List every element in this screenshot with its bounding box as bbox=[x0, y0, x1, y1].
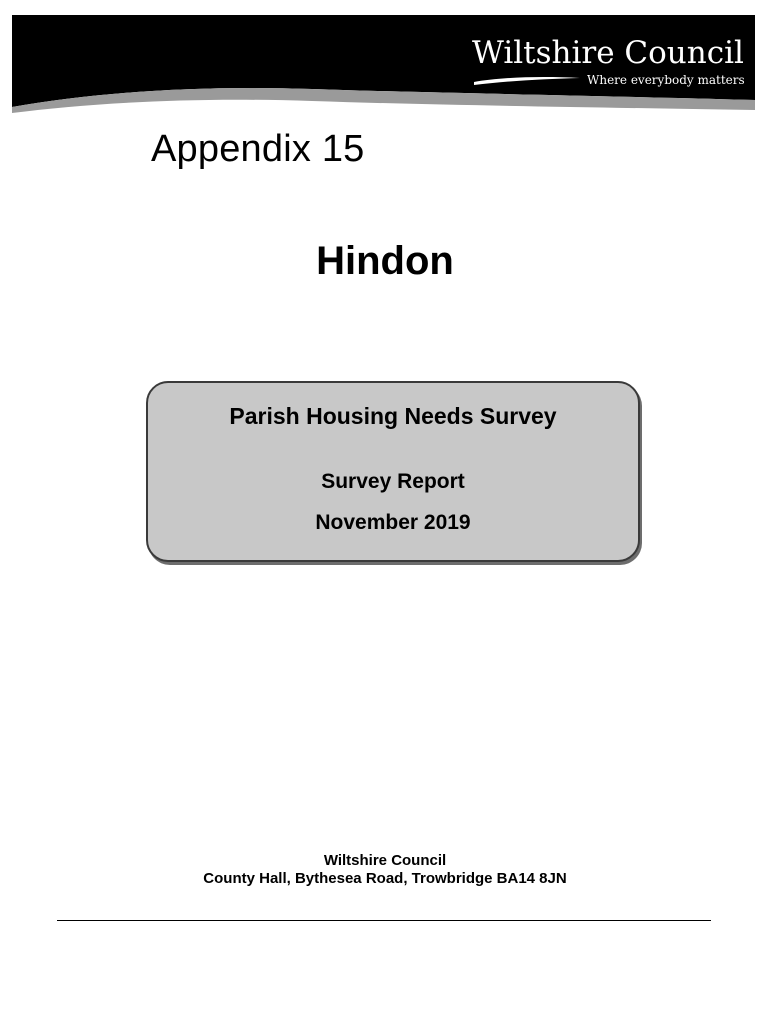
footer-divider bbox=[57, 920, 711, 921]
logo-tagline: Where everybody matters bbox=[587, 73, 745, 87]
appendix-title: Appendix 15 bbox=[151, 128, 365, 170]
footer-organisation: Wiltshire Council bbox=[323, 852, 447, 869]
parish-name: Hindon bbox=[316, 239, 454, 283]
report-date: November 2019 bbox=[315, 511, 471, 534]
footer-address: County Hall, Bythesea Road, Trowbridge BA14 8JN bbox=[203, 870, 567, 887]
report-type: Survey Report bbox=[321, 470, 465, 493]
survey-info-box bbox=[146, 381, 640, 562]
header-banner bbox=[12, 15, 755, 130]
council-address-block bbox=[0, 852, 770, 888]
survey-title: Parish Housing Needs Survey bbox=[229, 403, 557, 429]
logo-name: Wiltshire Council bbox=[472, 35, 744, 71]
council-banner-graphic bbox=[12, 15, 755, 130]
